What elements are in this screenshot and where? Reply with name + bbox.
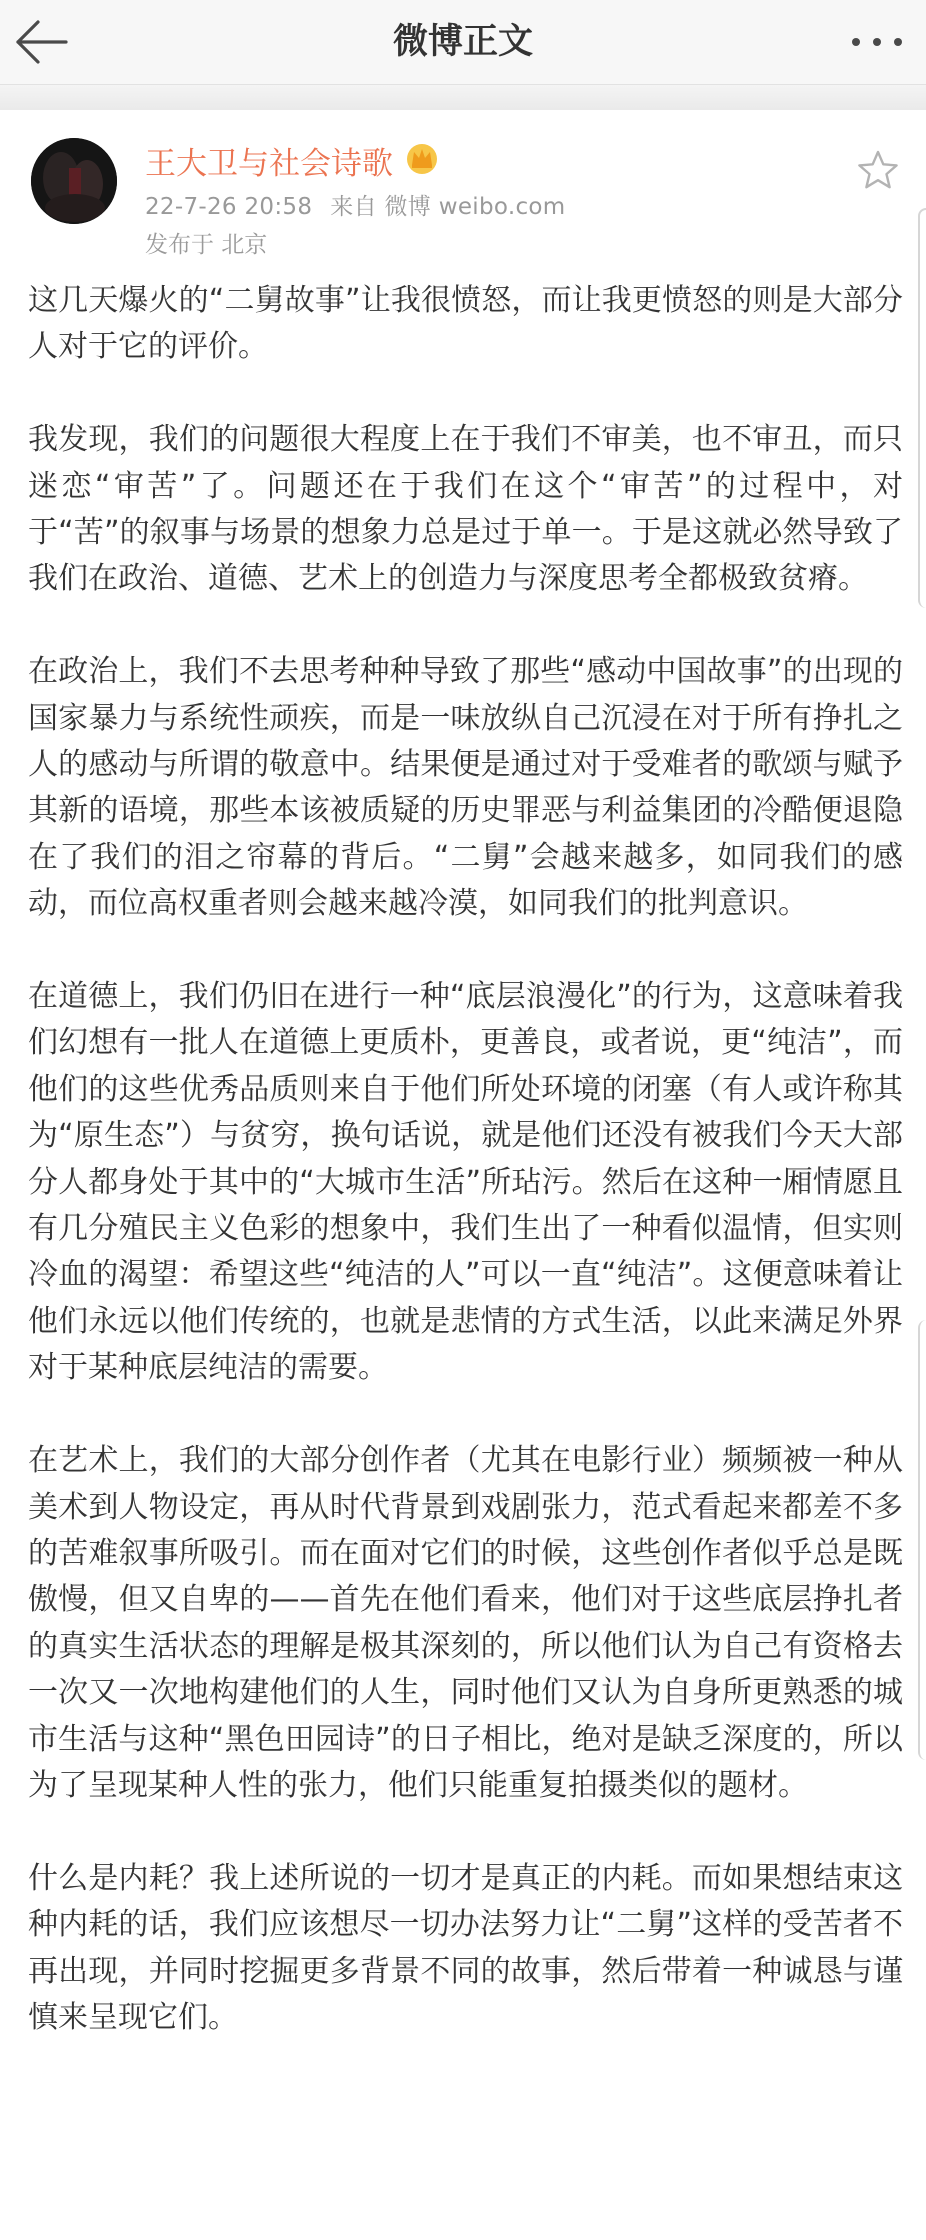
post-content: [28, 278, 903, 2088]
header-divider: [0, 84, 926, 110]
scroll-indicator: [918, 208, 926, 608]
post-source: 微博 weibo.com: [384, 194, 566, 220]
post-paragraph: 在道德上，我们仍旧在进行一种“底层浪漫化”的行为，这意味着我们幻想有一批人在道德上更质朴，更善良，或者说，更“纯洁”，而他们的这些优秀品质则来自于他们所处环境的闭塞（有人或许称其为“原生态”）与贫穷，换句话说，就是他们还没有被我们今天大部分人都身处于其中的“大城市生活”所玷污。然后在这种一厢情愿且有几分殖民主义色彩的想象中，我们生出了一种看似温情，但实则冷血的渴望：希望这些“纯洁的人”可以一直“纯洁”。这便意味着让他们永远以他们传统的，也就是悲情的方式生活，以此来满足外界对于某种底层纯洁的需要。: [28, 979, 903, 1386]
arrow-left-icon: [14, 14, 82, 70]
post-paragraph: 什么是内耗？我上述所说的一切才是真正的内耗。而如果想结束这种内耗的话，我们应该想尽一切办法努力让“二舅”这样的受苦者不再出现，并同时挖掘更多背景不同的故事，然后带着一种诚恳与谨慎来呈现它们。: [28, 1860, 903, 2035]
post-paragraph: 在政治上，我们不去思考种种导致了那些“感动中国故事”的出现的国家暴力与系统性顽疾，而是一味放纵自己沉浸在对于所有挣扎之人的感动与所谓的敬意中。结果便是通过对于受难者的歌颂与赋予其新的语境，那些本该被质疑的历史罪恶与利益集团的冷酷便退隐在了我们的泪之帘幕的背后。“二舅”会越来越多，如同我们的感动，而位高权重者则会越来越冷漠，如同我们的批判意识。: [28, 654, 903, 922]
top-navigation-bar: [0, 0, 926, 84]
back-button[interactable]: [14, 14, 82, 70]
post-meta: [145, 188, 565, 221]
post-location: 发布于 北京: [145, 232, 268, 258]
crown-icon: [402, 138, 442, 178]
post-time: 22-7-26 20:58: [145, 194, 313, 220]
more-options-button[interactable]: [842, 20, 912, 64]
post-paragraph: 我发现，我们的问题很大程度上在于我们不审美，也不审丑，而只迷恋“审苦”了。问题还在于我们在这个“审苦”的过程中，对于“苦”的叙事与场景的想象力总是过于单一。于是这就必然导致了我们在政治、道德、艺术上的创造力与深度思考全都极致贫瘠。: [28, 422, 903, 597]
source-prefix: 来自: [330, 194, 377, 220]
page-title: 微博正文: [392, 22, 533, 62]
post-header: [0, 110, 926, 270]
star-outline-icon: [856, 148, 900, 192]
post-paragraph: 这几天爆火的“二舅故事”让我很愤怒，而让我更愤怒的则是大部分人对于它的评价。: [28, 283, 903, 365]
favorite-button[interactable]: [856, 148, 900, 192]
avatar-image: [31, 138, 117, 224]
avatar[interactable]: [31, 138, 117, 224]
more-dots-icon: [842, 20, 912, 64]
scroll-indicator-lower: [918, 1320, 926, 1760]
post-paragraph: 在艺术上，我们的大部分创作者（尤其在电影行业）频频被一种从美术到人物设定，再从时代背景到戏剧张力，范式看起来都差不多的苦难叙事所吸引。而在面对它们的时候，这些创作者似乎总是既傲慢，但又自卑的——首先在他们看来，他们对于这些底层挣扎者的真实生活状态的理解是极其深刻的，所以他们认为自己有资格去一次又一次地构建他们的人生，同时他们又认为自身所更熟悉的城市生活与这种“黑色田园诗”的日子相比，绝对是缺乏深度的，所以为了呈现某种人性的张力，他们只能重复拍摄类似的题材。: [28, 1443, 903, 1803]
author-name[interactable]: 王大卫与社会诗歌: [145, 146, 393, 182]
